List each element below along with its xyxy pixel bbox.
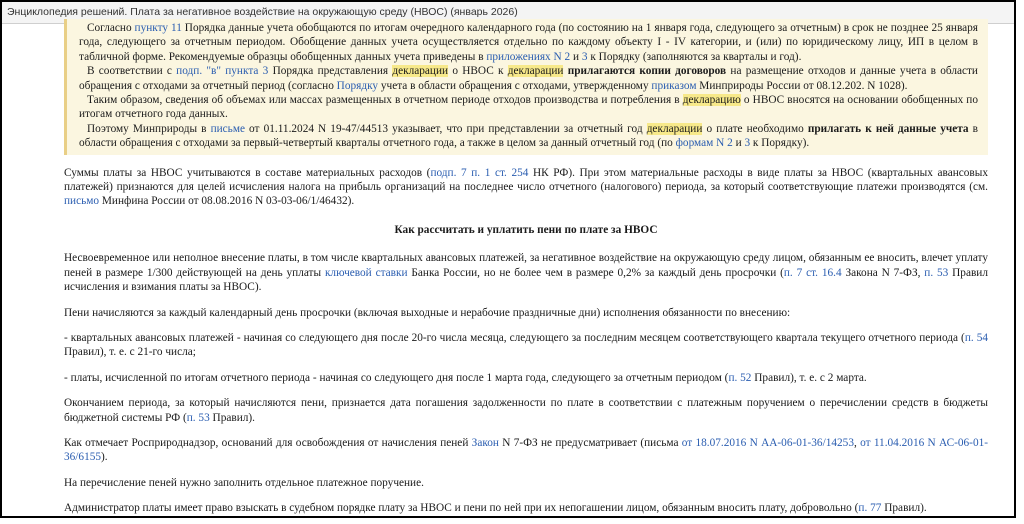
paragraph-penalty-days: Пени начисляются за каждый календарный день просрочки (включая выходные и нерабочие праздничные дни) исполнения обязанности по внесению: bbox=[64, 306, 791, 319]
link-pismo-minprirody[interactable]: письме bbox=[210, 122, 245, 135]
paragraph-penalty-rate: Несвоевременное или неполное внесение платы, в том числе квартальных авансовых платежей, за негативное воздействие на окружающую среду лицом, обязанным ее вносить, влечет уплату пеней в размере 1/300 действующей на день уплаты ключевой ставки Банка России, но не более чем в размере 0,2% за каждый день просрочки (п. 7 ст. 16.4 Закона N 7-ФЗ, п. 53 Правил исчисления и взимания платы за НВОС). bbox=[64, 252, 988, 294]
keyword-highlight: декларации bbox=[646, 122, 703, 135]
link-podp-v-punkta-3[interactable]: подп. "в" пункта 3 bbox=[176, 65, 269, 78]
paragraph-period-end: Окончанием периода, за который начисляются пени, признается дата погашения задолженности по плате в соответствии с платежным поручением о перечислении средств в бюджеты бюджетной системы РФ (п. 53 Правил). bbox=[64, 397, 988, 424]
paragraph-rosprirodnadzor: Как отмечает Росприроднадзор, оснований для освобождения от начисления пеней Закон N 7-ФЗ не предусматривает (письма от 18.07.2016 N АА-06-01-36/14253, от 11.04.2016 N АС-06-01-36/6155). bbox=[64, 436, 989, 464]
link-klyuchevoy-stavki[interactable]: ключевой ставки bbox=[324, 266, 408, 279]
window-title: Энциклопедия решений. Плата за негативное воздействие на окружающую среду (НВОС) (январь 2026) bbox=[2, 2, 1014, 24]
paragraph-annual: - платы, исчисленной по итогам отчетного периода - начиная со следующего дня после 1 марта года, следующего за отчетным периодом (п. 52 Правил), т. е. с 2 марта. bbox=[64, 371, 867, 384]
link-prilozhenie-3[interactable]: 3 bbox=[581, 50, 588, 63]
keyword-highlight: декларации bbox=[392, 65, 449, 78]
link-prikazom[interactable]: приказом bbox=[651, 79, 697, 92]
link-pismo-minfina[interactable]: письмо bbox=[64, 195, 100, 208]
section-heading: Как рассчитать и уплатить пени по плате за НВОС bbox=[394, 223, 658, 236]
link-p-54[interactable]: п. 54 bbox=[964, 331, 988, 344]
link-forma-3[interactable]: 3 bbox=[744, 137, 751, 150]
link-pismo-2016-07[interactable]: от 18.07.2016 N АА-06-01-36/14253 bbox=[681, 436, 854, 449]
quote-paragraph-2: В соответствии с подп. "в" пункта 3 Порядка представления декларации о НВОС к декларации прилагаются копии договоров на размещение отходов и данные учета в области обращения с отходами за отчетный период (согласно Порядку учета в области обращения с отходами, утвержденному приказом Минприроды России от 08.12.202. N 1028). bbox=[79, 65, 978, 92]
paragraph-payment-order: На перечисление пеней нужно заполнить отдельное платежное поручение. bbox=[64, 476, 424, 489]
quote-block bbox=[64, 19, 988, 155]
link-p-53[interactable]: п. 53 bbox=[924, 266, 949, 279]
link-st-16-4[interactable]: п. 7 ст. 16.4 bbox=[783, 266, 842, 279]
keyword-highlight: декларацию bbox=[682, 94, 741, 107]
link-zakon[interactable]: Закон bbox=[471, 436, 499, 449]
paragraph-quarterly: - квартальных авансовых платежей - начиная со следующего дня после 20-го числа месяца, следующего за последним месяцем соответствующего квартала текущего отчетного периода (п. 54 Правил), т. е. с 21-го числа; bbox=[64, 331, 988, 359]
link-pismo-2016-04[interactable]: от 11.04.2016 N АС-06-01-36/6155 bbox=[64, 436, 989, 464]
link-p-52[interactable]: п. 52 bbox=[728, 371, 752, 384]
link-formam-2[interactable]: формам N 2 bbox=[675, 137, 733, 150]
document-content bbox=[64, 23, 988, 516]
keyword-highlight: декларации bbox=[507, 65, 564, 78]
paragraph-court: Администратор платы имеет право взыскать в судебном порядке плату за НВОС и пени по ней при их непогашении лицом, обязанным вносить плату, добровольно (п. 77 Правил). bbox=[64, 502, 927, 515]
quote-paragraph-3: Таким образом, сведения об объемах или массах размещенных в отчетном периоде отходов производства и потребления в декларацию о НВОС вносятся на основании обобщенных по итогам отчетного года данных. bbox=[79, 94, 979, 121]
paragraph-expenses: Суммы платы за НВОС учитываются в составе материальных расходов (подп. 7 п. 1 ст. 254 НК РФ). При этом материальные расходы в виде платы за НВОС (квартальных авансовых платежей) признаются для целей исчисления налога на прибыль организаций на последнее число отчетного (налогового) периода, за который соответствующие платежи производятся (см. письмо Минфина России от 08.08.2016 N 03-03-06/1/46432). bbox=[64, 166, 988, 208]
quote-paragraph-4: Поэтому Минприроды в письме от 01.11.2024 N 19-47/44513 указывает, что при представлении за отчетный год декларации о плате необходимо прилагать к ней данные учета в области обращения с отходами за первый-четвертый кварталы отчетного года, а также в целом за данный отчетный год (по формам N 2 и 3 к Порядку). bbox=[79, 122, 979, 150]
link-prilozheniya-2[interactable]: приложениях N 2 bbox=[486, 50, 571, 63]
link-punkt-11[interactable]: пункту 11 bbox=[134, 22, 182, 34]
quote-paragraph-1: Согласно пункту 11 Порядка данные учета обобщаются по итогам очередного календарного года (по состоянию на 1 января года, следующего за отчетным) в срок не позднее 25 января года, следующего за отчетным периодом. Обобщение данных учета осуществляется отдельно по каждому объекту I - IV категории, и (или) по юридическому лицу, ИП в целом в табличной форме. Рекомендуемые образцы обобщенных данных учета приведены в приложениях N 2 и 3 к Порядку (заполняются за кварталы и год). bbox=[79, 22, 978, 63]
link-nk-254[interactable]: подп. 7 п. 1 ст. 254 bbox=[430, 166, 529, 179]
link-p-53-pravil[interactable]: п. 53 bbox=[186, 411, 210, 424]
link-poryadku[interactable]: Порядку bbox=[336, 79, 379, 92]
link-p-77[interactable]: п. 77 bbox=[858, 502, 882, 515]
